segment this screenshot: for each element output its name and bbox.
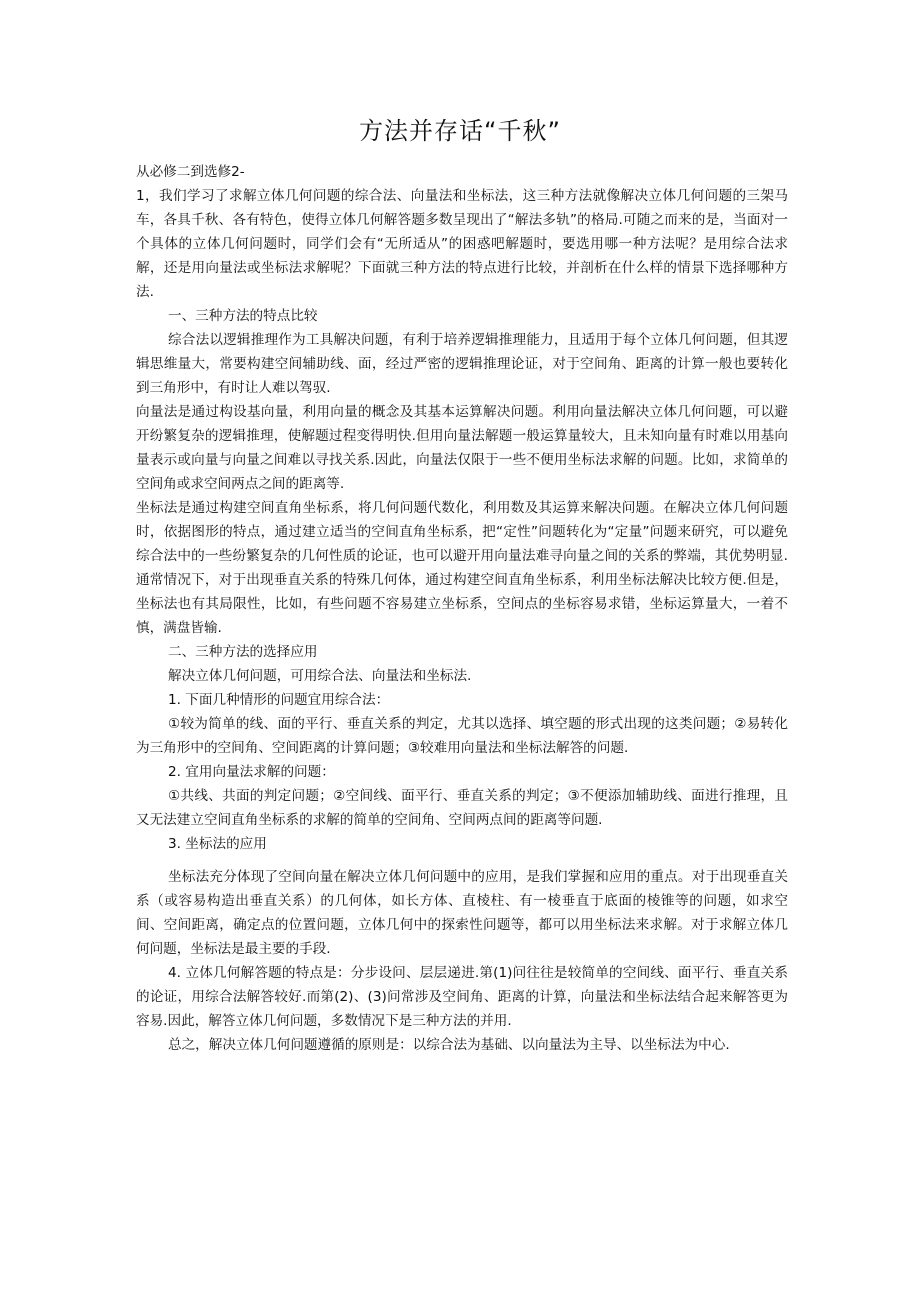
- synthetic-method-paragraph: 综合法以逻辑推理作为工具解决问题，有利于培养逻辑推理能力，且适用于每个立体几何问题，但其逻辑思维量大，常要构建空间辅助线、面，经过严密的逻辑推理论证，对于空间角、距离的计算一般也要转化到三角形中，有时让人难以驾驭.: [136, 332, 788, 396]
- item-2-heading: 2. 宜用向量法求解的问题：: [168, 764, 335, 780]
- item-2-content: ①共线、共面的判定问题；②空间线、面平行、垂直关系的判定；③不便添加辅助线、面进行推理，且又无法建立空间直角坐标系的求解的简单的空间角、空间两点间的距离等问题.: [136, 788, 788, 828]
- coordinate-method-paragraph: 坐标法是通过构建空间直角坐标系，将几何问题代数化，利用数及其运算来解决问题。在解决立体几何问题时，依据图形的特点，通过建立适当的空间直角坐标系，把“定性”问题转化为“定量”问题来研究，可以避免综合法中的一些纷繁复杂的几何性质的论证，也可以避开用向量法难寻向量之间的关系的弊端，其优势明显.通常情况下，对于出现垂直关系的特殊几何体，通过构建空间直角坐标系，利用坐标法解决比较方便.但是，坐标法也有其局限性，比如，有些问题不容易建立坐标系，空间点的坐标容易求错，坐标运算量大，一着不慎，满盘皆输.: [136, 500, 788, 636]
- item-1-content: ①较为简单的线、面的平行、垂直关系的判定，尤其以选择、填空题的形式出现的这类问题；②易转化为三角形中的空间角、空间距离的计算问题；③较难用向量法和坐标法解答的问题.: [136, 716, 788, 756]
- document-body: [136, 160, 788, 1057]
- conclusion-paragraph: 总之，解决立体几何问题遵循的原则是：以综合法为基础、以向量法为主导、以坐标法为中心.: [168, 1037, 730, 1053]
- item-4-paragraph: 4. 立体几何解答题的特点是：分步设问、层层递进.第(1)问往往是较简单的空间线、面平行、垂直关系的论证，用综合法解答较好.而第(2)、(3)问常涉及空间角、距离的计算，向量法和坐标法结合起来解答更为容易.因此，解答立体几何问题，多数情况下是三种方法的并用.: [136, 965, 788, 1029]
- section-heading-1: 一、三种方法的特点比较: [168, 308, 318, 324]
- intro-paragraph: 1，我们学习了求解立体几何问题的综合法、向量法和坐标法，这三种方法就像解决立体几何问题的三架马车，各具千秋、各有特色，使得立体几何解答题多数呈现出了“解法多轨”的格局.可随之而来的是，当面对一个具体的立体几何问题时，同学们会有“无所适从”的困惑吧解题时，要选用哪一种方法呢？是用综合法求解，还是用向量法或坐标法求解呢？下面就三种方法的特点进行比较，并剖析在什么样的情景下选择哪种方法.: [136, 188, 788, 300]
- item-1-heading: 1. 下面几种情形的问题宜用综合法：: [168, 692, 390, 708]
- item-3-heading: 3. 坐标法的应用: [168, 836, 267, 852]
- document-title: 方法并存话“千秋”: [359, 117, 561, 145]
- section-2-intro: 解决立体几何问题，可用综合法、向量法和坐标法.: [168, 668, 472, 684]
- item-3-content: 坐标法充分体现了空间向量在解决立体几何问题中的应用，是我们掌握和应用的重点。对于出现垂直关系（或容易构造出垂直关系）的几何体，如长方体、直棱柱、有一棱垂直于底面的棱锥等的问题，如求空间、空间距离，确定点的位置问题，立体几何中的探索性问题等，都可以用坐标法来求解。对于求解立体几何问题，坐标法是最主要的手段.: [136, 869, 788, 957]
- subtitle-line: 从必修二到选修2-: [136, 164, 245, 180]
- section-heading-2: 二、三种方法的选择应用: [168, 644, 318, 660]
- vector-method-paragraph: 向量法是通过构设基向量，利用向量的概念及其基本运算解决问题。利用向量法解决立体几何问题，可以避开纷繁复杂的逻辑推理，使解题过程变得明快.但用向量法解题一般运算量较大，且未知向量有时难以用基向量表示或向量与向量之间难以寻找关系.因此，向量法仅限于一些不便用坐标法求解的问题。比如，求简单的空间角或求空间两点之间的距离等.: [136, 404, 788, 492]
